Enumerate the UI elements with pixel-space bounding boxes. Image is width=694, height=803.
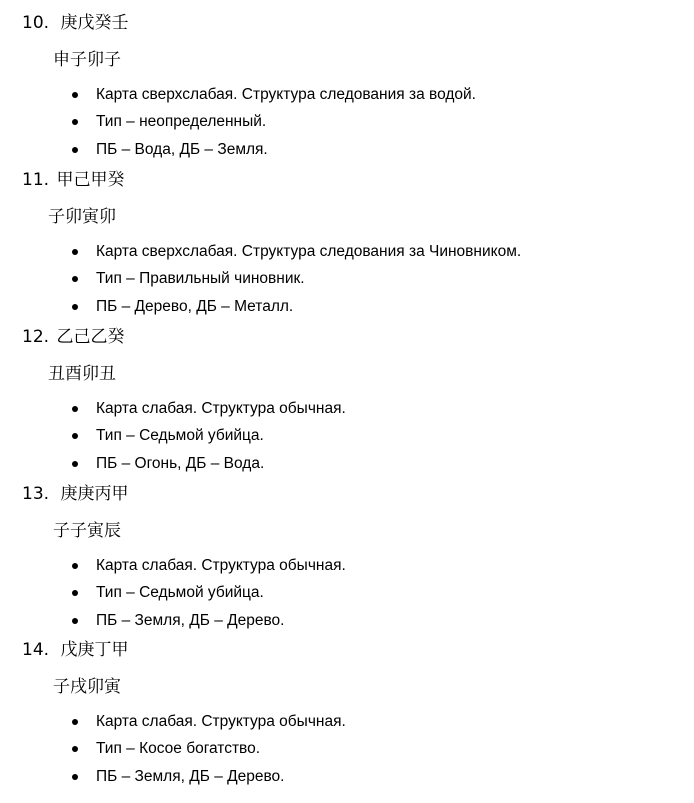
earthly-branches: 子戌卯寅 [53, 677, 121, 697]
list-item-text: Тип – Седьмой убийца. [96, 584, 264, 602]
section-number: 11. [22, 170, 50, 190]
list-item-text: Карта сверхслабая. Структура следования за водой. [96, 86, 476, 103]
bullet-list [72, 712, 346, 794]
bullet-icon [72, 433, 78, 439]
bullet-list [72, 556, 346, 638]
bullet-icon [72, 276, 78, 282]
bullet-icon [72, 119, 78, 125]
heavenly-stems: 甲己甲癸 [56, 170, 125, 190]
list-item [72, 399, 346, 426]
earthly-branches: 申子卯子 [53, 50, 121, 70]
bullet-icon [72, 461, 78, 467]
list-item [72, 426, 346, 453]
heavenly-stems: 乙己乙癸 [56, 327, 125, 347]
list-item-text: Тип – неопределенный. [96, 113, 267, 131]
list-item-text: Карта слабая. Структура обычная. [96, 713, 346, 730]
list-item-text: Тип – Косое богатство. [96, 740, 261, 758]
section-heading [22, 12, 128, 34]
section-heading [22, 483, 128, 505]
list-item-text: ПБ – Дерево, ДБ – Металл. [96, 297, 294, 315]
section-heading [22, 169, 124, 191]
list-item [72, 269, 521, 296]
list-item-text: ПБ – Земля, ДБ – Дерево. [96, 611, 285, 629]
list-item [72, 611, 346, 638]
list-item-text: ПБ – Земля, ДБ – Дерево. [96, 767, 285, 785]
bullet-icon [72, 249, 78, 255]
heavenly-stems: 庚庚丙甲 [60, 484, 129, 504]
list-item [72, 583, 346, 610]
bullet-icon [72, 590, 78, 596]
list-item [72, 767, 346, 794]
list-item-text: ПБ – Огонь, ДБ – Вода. [96, 454, 265, 472]
list-item [72, 739, 346, 766]
list-item [72, 556, 346, 583]
bullet-icon [72, 746, 78, 752]
section-heading [22, 326, 124, 348]
list-item [72, 85, 476, 112]
bullet-list [72, 399, 346, 481]
list-item [72, 297, 521, 324]
list-item [72, 242, 521, 269]
section-heading [22, 639, 128, 661]
section-number: 12. [22, 327, 50, 347]
heavenly-stems: 庚戊癸壬 [60, 13, 129, 33]
list-item-text: Тип – Правильный чиновник. [96, 270, 305, 288]
earthly-branches: 丑酉卯丑 [48, 364, 116, 384]
section-number: 10. [22, 13, 50, 33]
list-item [72, 140, 476, 167]
bullet-list [72, 85, 476, 167]
bullet-icon [72, 563, 78, 569]
bullet-icon [72, 719, 78, 725]
bullet-list [72, 242, 521, 324]
bullet-icon [72, 304, 78, 310]
bullet-icon [72, 618, 78, 624]
earthly-branches: 子卯寅卯 [48, 207, 116, 227]
bullet-icon [72, 406, 78, 412]
list-item [72, 454, 346, 481]
list-item-text: Карта слабая. Структура обычная. [96, 400, 346, 417]
section-number: 14. [22, 640, 50, 660]
list-item [72, 712, 346, 739]
section-number: 13. [22, 484, 50, 504]
list-item-text: Карта сверхслабая. Структура следования за Чиновником. [96, 243, 522, 260]
earthly-branches: 子子寅辰 [53, 521, 121, 541]
bullet-icon [72, 147, 78, 153]
list-item-text: ПБ – Вода, ДБ – Земля. [96, 140, 268, 158]
heavenly-stems: 戊庚丁甲 [60, 640, 129, 660]
list-item-text: Тип – Седьмой убийца. [96, 427, 264, 445]
bullet-icon [72, 92, 78, 98]
list-item [72, 112, 476, 139]
list-item-text: Карта слабая. Структура обычная. [96, 557, 346, 574]
bullet-icon [72, 774, 78, 780]
